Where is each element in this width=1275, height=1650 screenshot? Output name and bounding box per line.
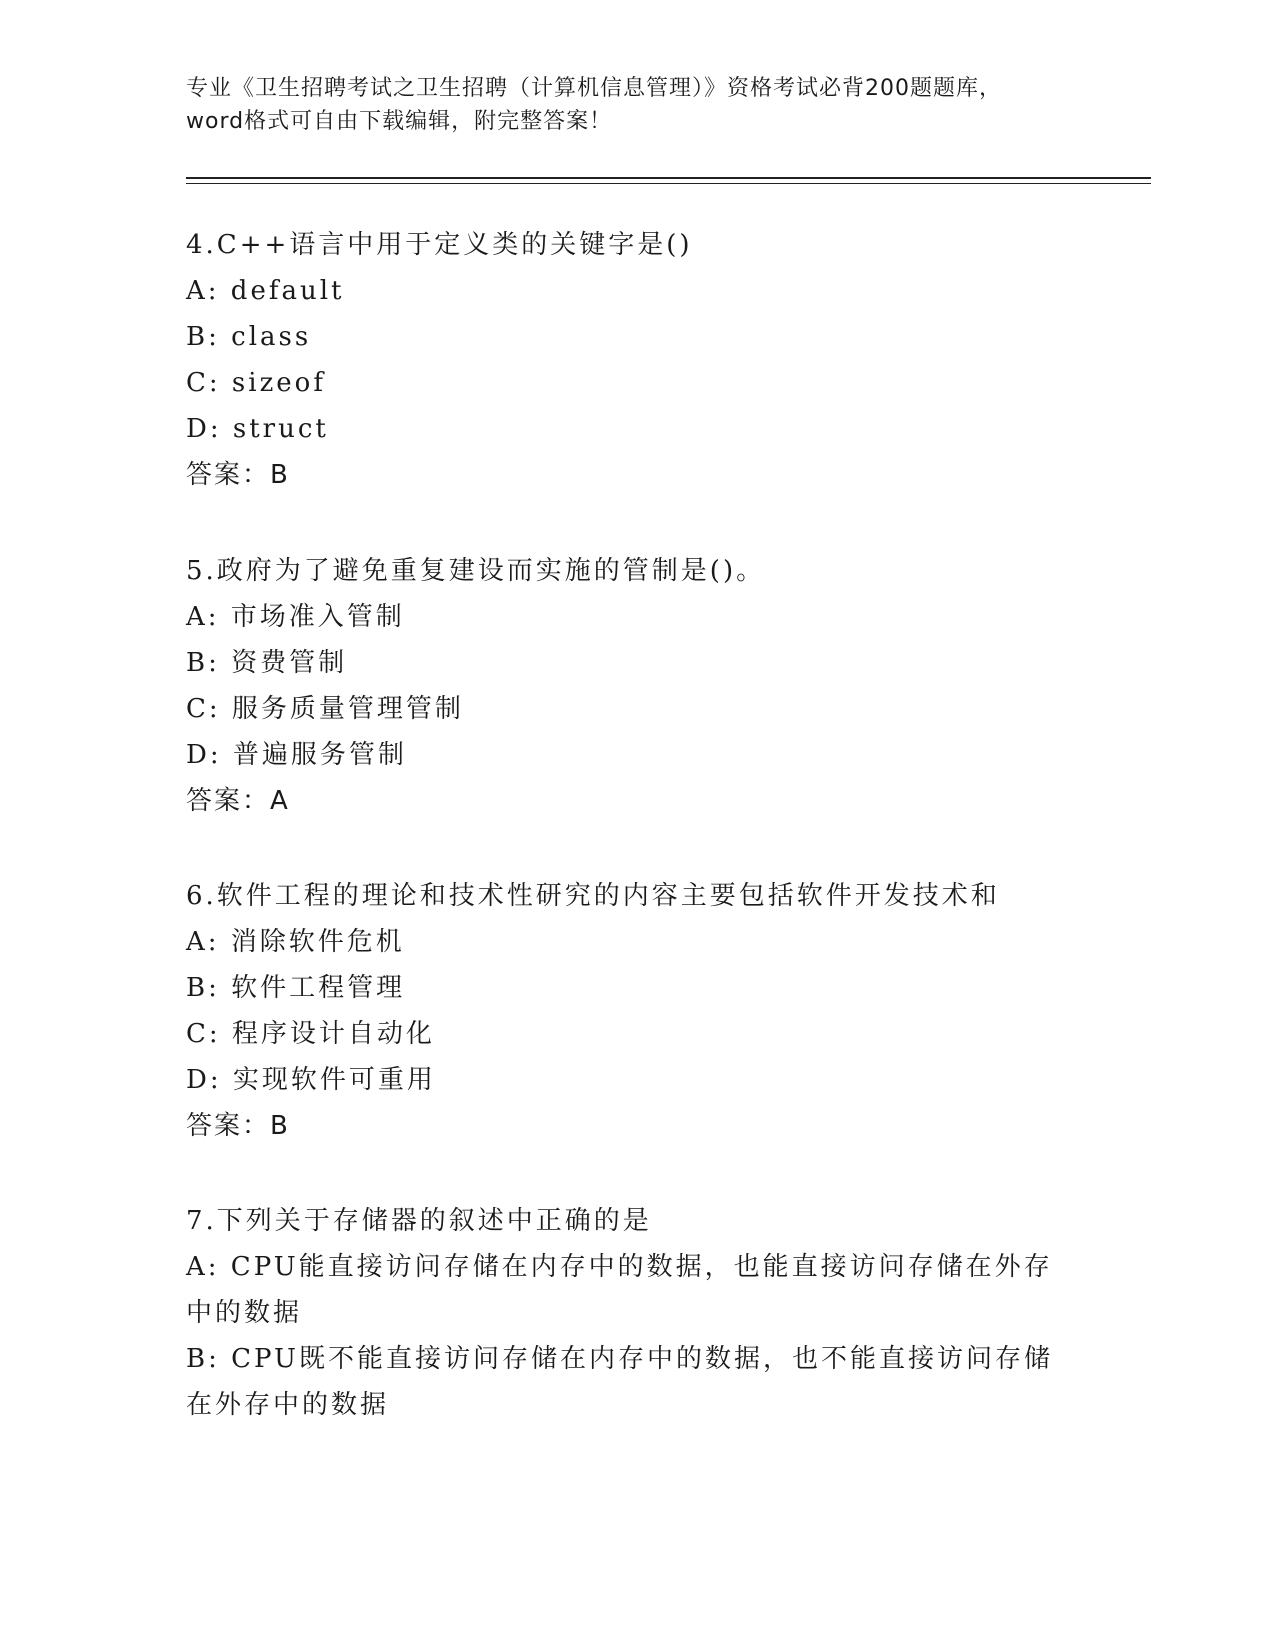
option-d: D: struct (186, 414, 329, 444)
question-stem: 5.政府为了避免重复建设而实施的管制是()。 (186, 556, 766, 586)
answer: 答案：A (186, 786, 290, 816)
option-c: C: sizeof (186, 368, 326, 398)
question-6 (186, 873, 1086, 1149)
option-b: B: CPU既不能直接访问存储在内存中的数据，也不能直接访问存储在外存中的数据 (186, 1344, 1053, 1420)
option-b: B: 软件工程管理 (186, 973, 406, 1003)
option-c: C: 程序设计自动化 (186, 1019, 435, 1049)
header-line-1: 专业《卫生招聘考试之卫生招聘（计算机信息管理）》资格考试必背200题题库， (186, 76, 1002, 101)
question-7 (186, 1198, 1086, 1428)
option-d: D: 普遍服务管制 (186, 740, 407, 770)
option-a: A: CPU能直接访问存储在内存中的数据，也能直接访问存储在外存中的数据 (186, 1252, 1053, 1328)
header-divider-top (186, 177, 1151, 179)
option-a: A: 市场准入管制 (186, 602, 405, 632)
question-4 (186, 222, 1086, 498)
header-line-2: word格式可自由下载编辑，附完整答案！ (186, 109, 613, 134)
option-d: D: 实现软件可重用 (186, 1065, 436, 1095)
option-b: B: 资费管制 (186, 648, 348, 678)
question-stem: 6.软件工程的理论和技术性研究的内容主要包括软件开发技术和 (186, 881, 1000, 911)
option-c: C: 服务质量管理管制 (186, 694, 464, 724)
question-stem: 7.下列关于存储器的叙述中正确的是 (186, 1206, 652, 1236)
header-divider-bottom (186, 183, 1151, 184)
option-a: A: 消除软件危机 (186, 927, 405, 957)
question-5 (186, 548, 1086, 824)
option-a: A: default (186, 276, 345, 306)
answer: 答案：B (186, 1111, 290, 1141)
document-header (186, 72, 1086, 138)
option-b: B: class (186, 322, 312, 352)
question-stem: 4.C++语言中用于定义类的关键字是() (186, 230, 693, 260)
answer: 答案：B (186, 460, 290, 490)
